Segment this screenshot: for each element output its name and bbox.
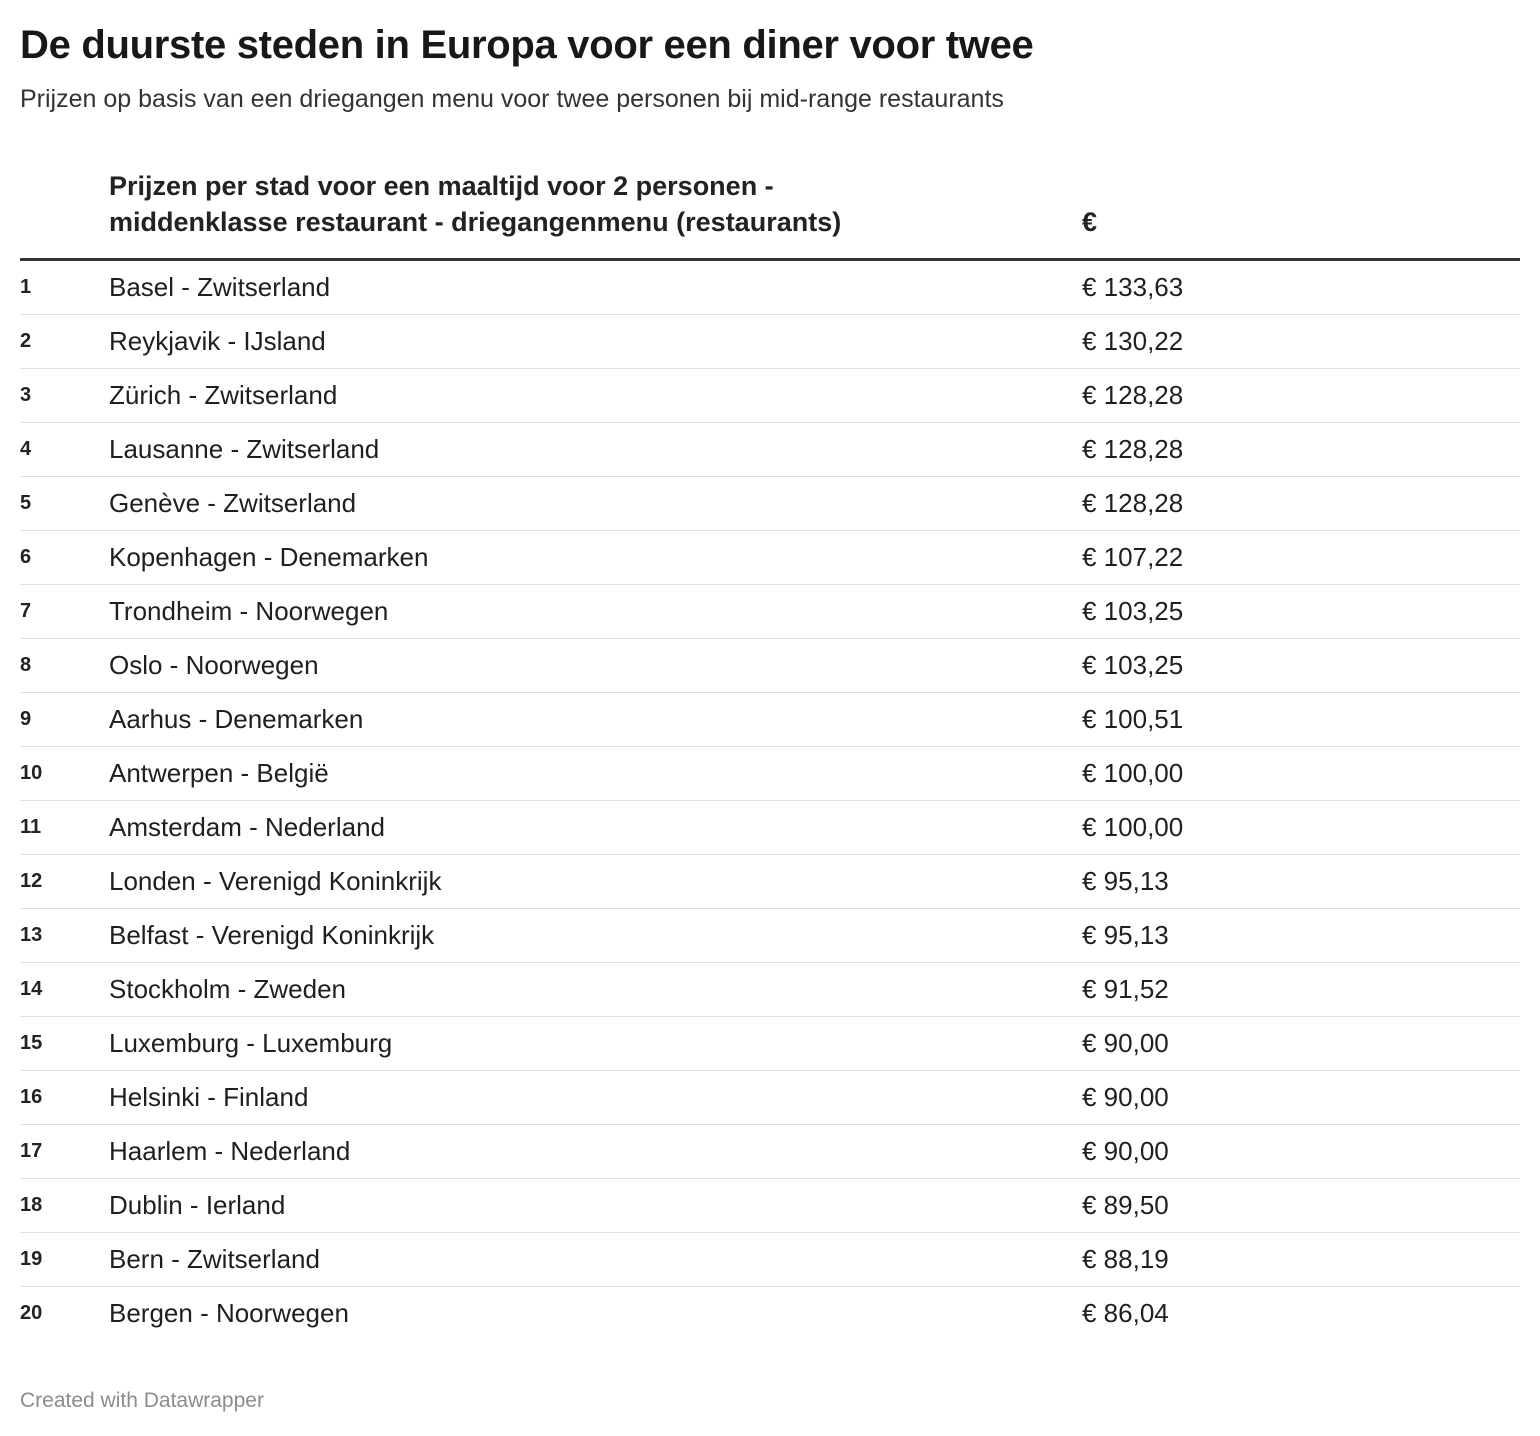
row-city: Dublin - Ierland xyxy=(109,1179,1082,1233)
row-city: Kopenhagen - Denemarken xyxy=(109,531,1082,585)
table-row xyxy=(20,639,1520,693)
table-row xyxy=(20,531,1520,585)
table-row xyxy=(20,693,1520,747)
row-city: Bern - Zwitserland xyxy=(109,1233,1082,1287)
row-rank: 13 xyxy=(20,909,109,963)
row-price: € 130,22 xyxy=(1082,315,1520,369)
row-rank: 3 xyxy=(20,369,109,423)
table-row xyxy=(20,315,1520,369)
row-rank: 2 xyxy=(20,315,109,369)
table-row xyxy=(20,477,1520,531)
row-price: € 91,52 xyxy=(1082,963,1520,1017)
row-rank: 14 xyxy=(20,963,109,1017)
row-rank: 15 xyxy=(20,1017,109,1071)
row-price: € 100,51 xyxy=(1082,693,1520,747)
row-city: Belfast - Verenigd Koninkrijk xyxy=(109,909,1082,963)
header-city[interactable] xyxy=(109,168,1082,260)
row-rank: 16 xyxy=(20,1071,109,1125)
row-price: € 86,04 xyxy=(1082,1298,1169,1328)
row-price: € 90,00 xyxy=(1082,1125,1520,1179)
footer-credit: Created with Datawrapper xyxy=(20,1389,264,1412)
row-price: € 95,13 xyxy=(1082,855,1520,909)
row-city: Antwerpen - België xyxy=(109,747,1082,801)
row-price: € 103,25 xyxy=(1082,639,1520,693)
table-row xyxy=(20,369,1520,423)
row-price: € 100,00 xyxy=(1082,801,1520,855)
header-price[interactable]: € xyxy=(1082,168,1520,260)
row-rank: 4 xyxy=(20,423,109,477)
row-city: Londen - Verenigd Koninkrijk xyxy=(109,855,1082,909)
table-row xyxy=(20,855,1520,909)
table-row xyxy=(20,1287,1520,1341)
header-city-label: Prijzen per stad voor een maaltijd voor 2 personen - middenklasse restaurant - driegangenmenu (restaurants) xyxy=(109,171,842,237)
chart-subtitle: Prijzen op basis van een driegangen menu voor twee personen bij mid-range restaurants xyxy=(20,85,1004,113)
row-rank: 8 xyxy=(20,639,109,693)
row-rank: 10 xyxy=(20,747,109,801)
row-city: Helsinki - Finland xyxy=(109,1071,1082,1125)
table-row xyxy=(20,260,1520,315)
row-price: € 128,28 xyxy=(1082,369,1520,423)
row-rank: 18 xyxy=(20,1179,109,1233)
chart-title: De duurste steden in Europa voor een diner voor twee xyxy=(20,23,1034,67)
row-city: Amsterdam - Nederland xyxy=(109,801,1082,855)
row-city: Zürich - Zwitserland xyxy=(109,369,1082,423)
data-table xyxy=(20,168,1520,1340)
row-city: Stockholm - Zweden xyxy=(109,963,1082,1017)
table-row xyxy=(20,909,1520,963)
table-row xyxy=(20,747,1520,801)
table-row xyxy=(20,1071,1520,1125)
row-city: Trondheim - Noorwegen xyxy=(109,585,1082,639)
table-row xyxy=(20,1125,1520,1179)
row-rank: 19 xyxy=(20,1233,109,1287)
row-city: Aarhus - Denemarken xyxy=(109,693,1082,747)
row-city: Luxemburg - Luxemburg xyxy=(109,1017,1082,1071)
row-price: € 100,00 xyxy=(1082,747,1520,801)
table-row xyxy=(20,1179,1520,1233)
row-rank: 17 xyxy=(20,1125,109,1179)
row-rank: 9 xyxy=(20,693,109,747)
row-rank: 6 xyxy=(20,531,109,585)
row-rank: 20 xyxy=(20,1302,43,1324)
table-row xyxy=(20,963,1520,1017)
table-row xyxy=(20,801,1520,855)
row-price: € 128,28 xyxy=(1082,423,1520,477)
row-city: Haarlem - Nederland xyxy=(109,1125,1082,1179)
table-body xyxy=(20,260,1520,1341)
row-price: € 89,50 xyxy=(1082,1179,1520,1233)
row-price: € 133,63 xyxy=(1082,260,1520,315)
row-city: Reykjavik - IJsland xyxy=(109,315,1082,369)
table-row xyxy=(20,1017,1520,1071)
row-city: Oslo - Noorwegen xyxy=(109,639,1082,693)
row-city: Basel - Zwitserland xyxy=(109,260,1082,315)
row-price: € 128,28 xyxy=(1082,477,1520,531)
row-rank: 11 xyxy=(20,801,109,855)
table-header-row xyxy=(20,168,1520,260)
row-price: € 107,22 xyxy=(1082,531,1520,585)
header-rank[interactable] xyxy=(20,168,109,260)
row-city: Lausanne - Zwitserland xyxy=(109,423,1082,477)
row-price: € 90,00 xyxy=(1082,1071,1520,1125)
row-city: Bergen - Noorwegen xyxy=(109,1298,349,1328)
table-header xyxy=(20,168,1520,260)
row-price: € 103,25 xyxy=(1082,585,1520,639)
row-rank: 5 xyxy=(20,477,109,531)
row-rank: 7 xyxy=(20,585,109,639)
row-rank: 12 xyxy=(20,855,109,909)
row-price: € 95,13 xyxy=(1082,909,1520,963)
row-price: € 90,00 xyxy=(1082,1017,1520,1071)
row-rank: 1 xyxy=(20,260,109,315)
table-row xyxy=(20,423,1520,477)
table-row xyxy=(20,585,1520,639)
row-city: Genève - Zwitserland xyxy=(109,477,1082,531)
chart-container xyxy=(20,0,1520,1340)
table-row xyxy=(20,1233,1520,1287)
row-price: € 88,19 xyxy=(1082,1233,1520,1287)
